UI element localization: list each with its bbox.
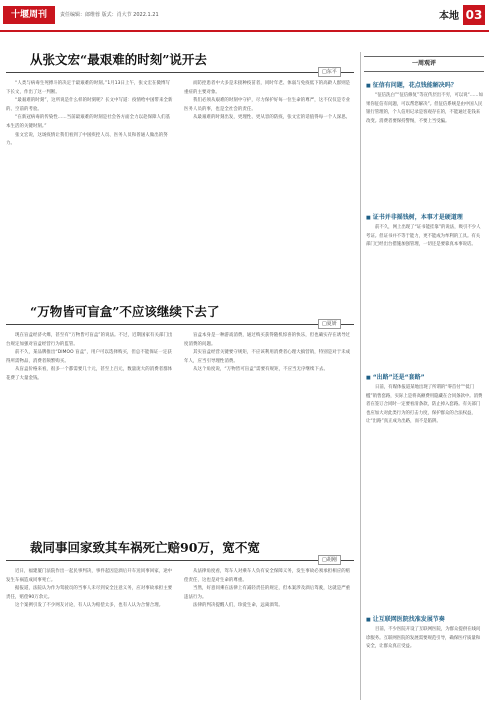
article1-rule [6, 72, 354, 73]
sidebar-item-body [366, 92, 484, 204]
sidebar-item-title: ■ 让互联网医院找准发展节奏 [366, 614, 445, 623]
paragraph: 从盲盒价格来看，很多一个都需要几十元，甚至上百元，数量庞大的消费者群体花费了大量金钱。 [6, 367, 173, 381]
sidebar-item-body [366, 224, 484, 364]
page-header [0, 0, 489, 32]
article2-title: “万物皆可盲盒”不应该继续下去了 [30, 304, 220, 319]
paragraph: 其实盲盒经营关键要守规矩，不应该利用消费者心理大搞营销，特别是对于未成年人，应当引导理性消费。 [184, 350, 351, 364]
paragraph: 从法律角度看，驾车人对乘车人负有安全保障义务，发生事故必须承担相应的赔偿责任，这也是对生命的尊重。 [184, 569, 351, 583]
paragraph: 而防控患者中大多是未接种疫苗者，同时年老、体弱与免疫低下的高龄人群则是重症的主要对象。 [184, 81, 351, 95]
paragraph: 从最艰难的时刻出发，更理性、更从容的防疫，张文宏的话值得每一个人深思。 [193, 115, 351, 121]
paragraph: 前不久，某品牌推出“DIMOO 盲盒”，用户可以选择购买，但总不能保证一定获得所需物品，消费者频繁购买。 [6, 350, 172, 364]
sidebar-item-body [366, 626, 484, 700]
sidebar-item-title: ■ 证书并非摇钱树，本事才是硬道理 [366, 212, 463, 221]
article2-col2 [184, 332, 354, 522]
page-number: 03 [463, 5, 485, 25]
sidebar-heading: 一周观评 [364, 56, 484, 72]
article2-col1 [6, 332, 174, 522]
sidebar-item-title: ■ “出路”还是“套路” [366, 372, 425, 381]
article3-title: 裁同事回家致其车祸死亡赔90万，宽不宽 [30, 540, 260, 555]
paragraph: 近日，福建厦门法院作出一起民事判决，事件起因是酒后开车送同事回家，途中发生车祸造成同事死亡。 [6, 569, 173, 583]
article1-col2 [184, 80, 354, 290]
masthead: 十堰周刊 [3, 6, 55, 24]
article3-col1 [6, 568, 174, 700]
paragraph: 现在盲盒经济火爆，甚至有“万物皆可盲盒”的说法。不过，近期国家有关部门出台规定加强对盲盒经营行为的监管。 [6, 333, 173, 347]
section-label: 本地 [439, 11, 459, 22]
paragraph: 当然，好意同乘在法律上有减轻责任的规定，但本案涉及酒后驾驶，这就是严重违法行为。 [184, 586, 351, 600]
sidebar-item-title: ■ 征信有问题，花点钱能解决吗？ [366, 80, 457, 89]
paragraph: 据报道，法院认为作为驾驶员的当事人未尽到安全注意义务，应对事故承担主要责任，赔偿90万余元。 [6, 586, 173, 600]
sidebar-divider [360, 52, 361, 700]
paragraph: 我们必须从艰难的时刻中守护，尽力保护好每一位生命的尊严，这不仅仅是专业医务人员的事，也是全社会的责任。 [184, 98, 351, 112]
article2-rule [6, 324, 354, 325]
paragraph: 盲盒本身是一种游戏消费，通过购买获得随机惊喜的快乐，但也确实存在诱导过度消费的问题。 [184, 333, 351, 347]
paragraph: 日前，有媒体报道某地出现了所谓的“零首付”“低门槛”销售套路，实际上是将高额费用隐藏在合同条款中。消费者在签订合同时一定要看清条款，防止掉入套路。有关部门也应加大对此类行为的打击力度，保护群众的合法权益，让“出路”真正成为出路，而不是陷阱。 [366, 385, 483, 425]
article3-rule [6, 560, 354, 561]
article3-col2 [184, 568, 354, 700]
paragraph: 张文宏说，这场疫情让我们看到了中国疾控人员、医务人员和普通人做出的努力。 [6, 132, 168, 147]
credits-line: 责任编辑：郎维蓉 版式：肖大节 2022.1.21 [60, 12, 159, 18]
paragraph: “最艰难的时刻”，这所说是什么样的时刻呢？长文中写道：疫情给中国带来全新的、空前的考验。 [6, 98, 173, 112]
paragraph: 从这个角度说，“万物皆可盲盒”需要有规矩，不应当无序继续下去。 [193, 367, 328, 373]
paragraph: 法律的判决提醒人们，珍爱生命，远离酒驾。 [193, 603, 283, 609]
article2-author: □夏妍 [318, 319, 341, 329]
sidebar-item-body [366, 384, 484, 610]
article1-title: 从张文宏“最艰难的时刻”说开去 [30, 52, 207, 67]
paragraph: 前不久，网上出现了“证书能挂靠”的说法，吸引不少人考证。但证书并不等于能力，更不能成为牟利的工具。有关部门已经出台措施加强管理，一切还是要靠真本事说话。 [366, 225, 481, 248]
article1-author: □东平 [318, 67, 341, 77]
paragraph: “人类与病毒生死搏斗的决定于最艰难的时刻。”1月13日上午，张文宏在微博写下长文，作出了这一判断。 [6, 81, 170, 95]
article1-col1 [6, 80, 174, 290]
paragraph: 目前，不少医院开设了互联网医院，为群众提供在线问诊服务。互联网医院的发展需要规范引导，确保医疗质量和安全，让群众真正受益。 [366, 627, 481, 650]
article3-author: □胡刚 [318, 555, 341, 565]
paragraph: “征信洗白”“征信修复”等宣传层出不穷，可以说“……如果你征信有问题，可以帮您解决”。但征信系统是由中国人民银行管理的，个人信用记录是客观存在的，不能通过花钱来改变。消费者要保持警惕，不要上当受骗。 [366, 93, 483, 124]
paragraph: “在新冠病毒的传染性……当前最艰难的时刻是社会各方面全力以赴保障人们基本生活的关键时刻。” [6, 115, 171, 129]
paragraph: 这个案例引发了不少网友讨论，有人认为赔偿太多，也有人认为合情合理。 [15, 603, 164, 609]
